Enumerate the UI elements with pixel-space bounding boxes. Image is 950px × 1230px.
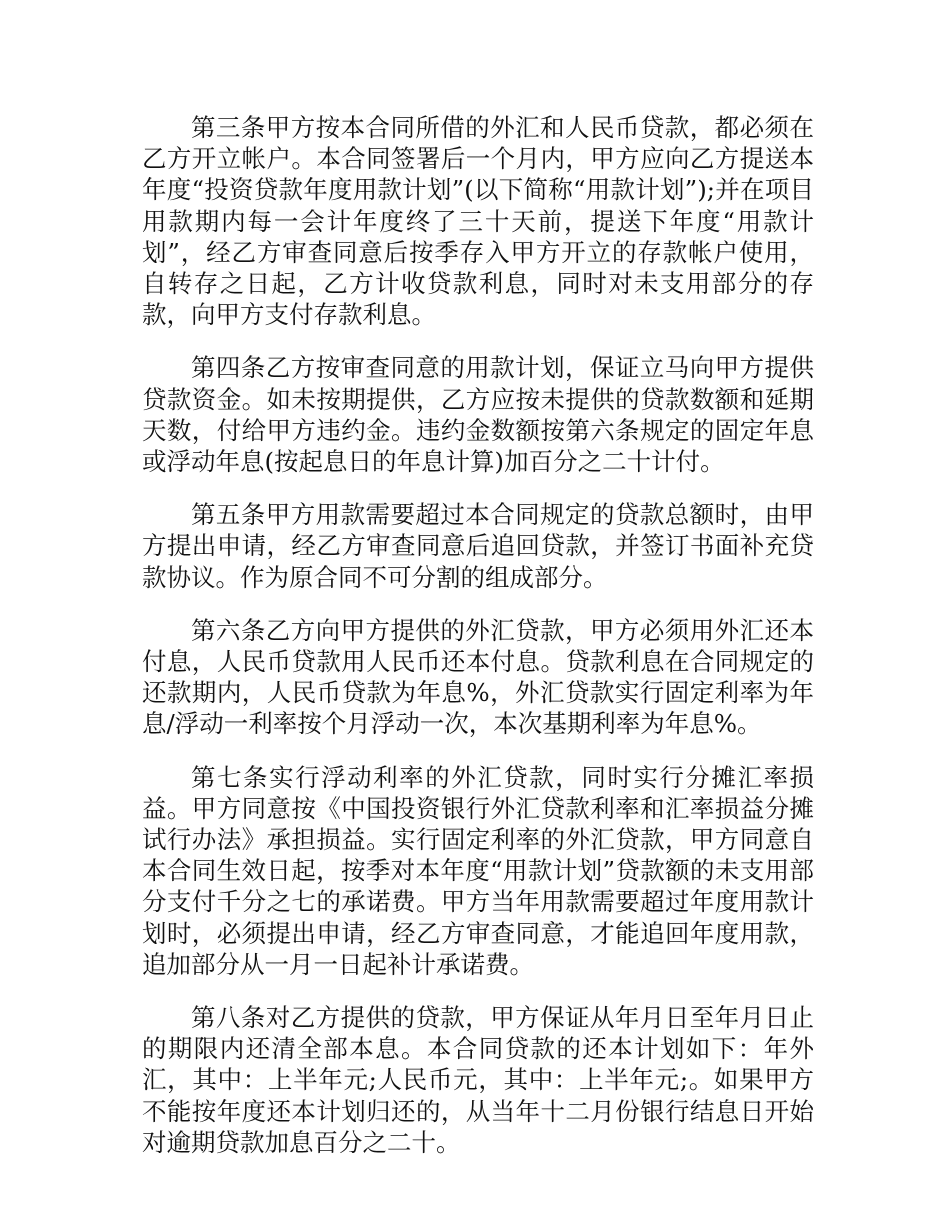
article-8-paragraph: 第八条对乙方提供的贷款，甲方保证从年月日至年月日止的期限内还清全部本息。本合同贷款的还本计划如下：年外汇，其中：上半年元;人民币元，其中：上半年元;。如果甲方不能按年度还本计划归还的，从当年十二月份银行结息日开始对逾期贷款加息百分之二十。 [142,1003,814,1157]
article-6-paragraph: 第六条乙方向甲方提供的外汇贷款，甲方必须用外汇还本付息，人民币贷款用人民币还本付息。贷款利息在合同规定的还款期内，人民币贷款为年息%，外汇贷款实行固定利率为年息/浮动一利率按个月浮动一次，本次基期利率为年息%。 [142,615,814,739]
article-4-paragraph: 第四条乙方按审查同意的用款计划，保证立马向甲方提供贷款资金。如未按期提供，乙方应按未提供的贷款数额和延期天数，付给甲方违约金。违约金数额按第六条规定的固定年息或浮动年息(按起息日的年息计算)加百分之二十计付。 [142,353,814,477]
article-5-paragraph: 第五条甲方用款需要超过本合同规定的贷款总额时，由甲方提出申请，经乙方审查同意后追回贷款，并签订书面补充贷款协议。作为原合同不可分割的组成部分。 [142,500,814,592]
article-7-paragraph: 第七条实行浮动利率的外汇贷款，同时实行分摊汇率损益。甲方同意按《中国投资银行外汇贷款利率和汇率损益分摊试行办法》承担损益。实行固定利率的外汇贷款，甲方同意自本合同生效日起，按季对本年度“用款计划”贷款额的未支用部分支付千分之七的承诺费。甲方当年用款需要超过年度用款计划时，必须提出申请，经乙方审查同意，才能追回年度用款，追加部分从一月一日起补计承诺费。 [142,762,814,979]
article-3-paragraph: 第三条甲方按本合同所借的外汇和人民币贷款，都必须在乙方开立帐户。本合同签署后一个月内，甲方应向乙方提送本年度“投资贷款年度用款计划”(以下简称“用款计划”);并在项目用款期内每一会计年度终了三十天前，提送下年度“用款计划”，经乙方审查同意后按季存入甲方开立的存款帐户使用，自转存之日起，乙方计收贷款利息，同时对未支用部分的存款，向甲方支付存款利息。 [142,113,814,330]
document-body [142,112,814,1180]
